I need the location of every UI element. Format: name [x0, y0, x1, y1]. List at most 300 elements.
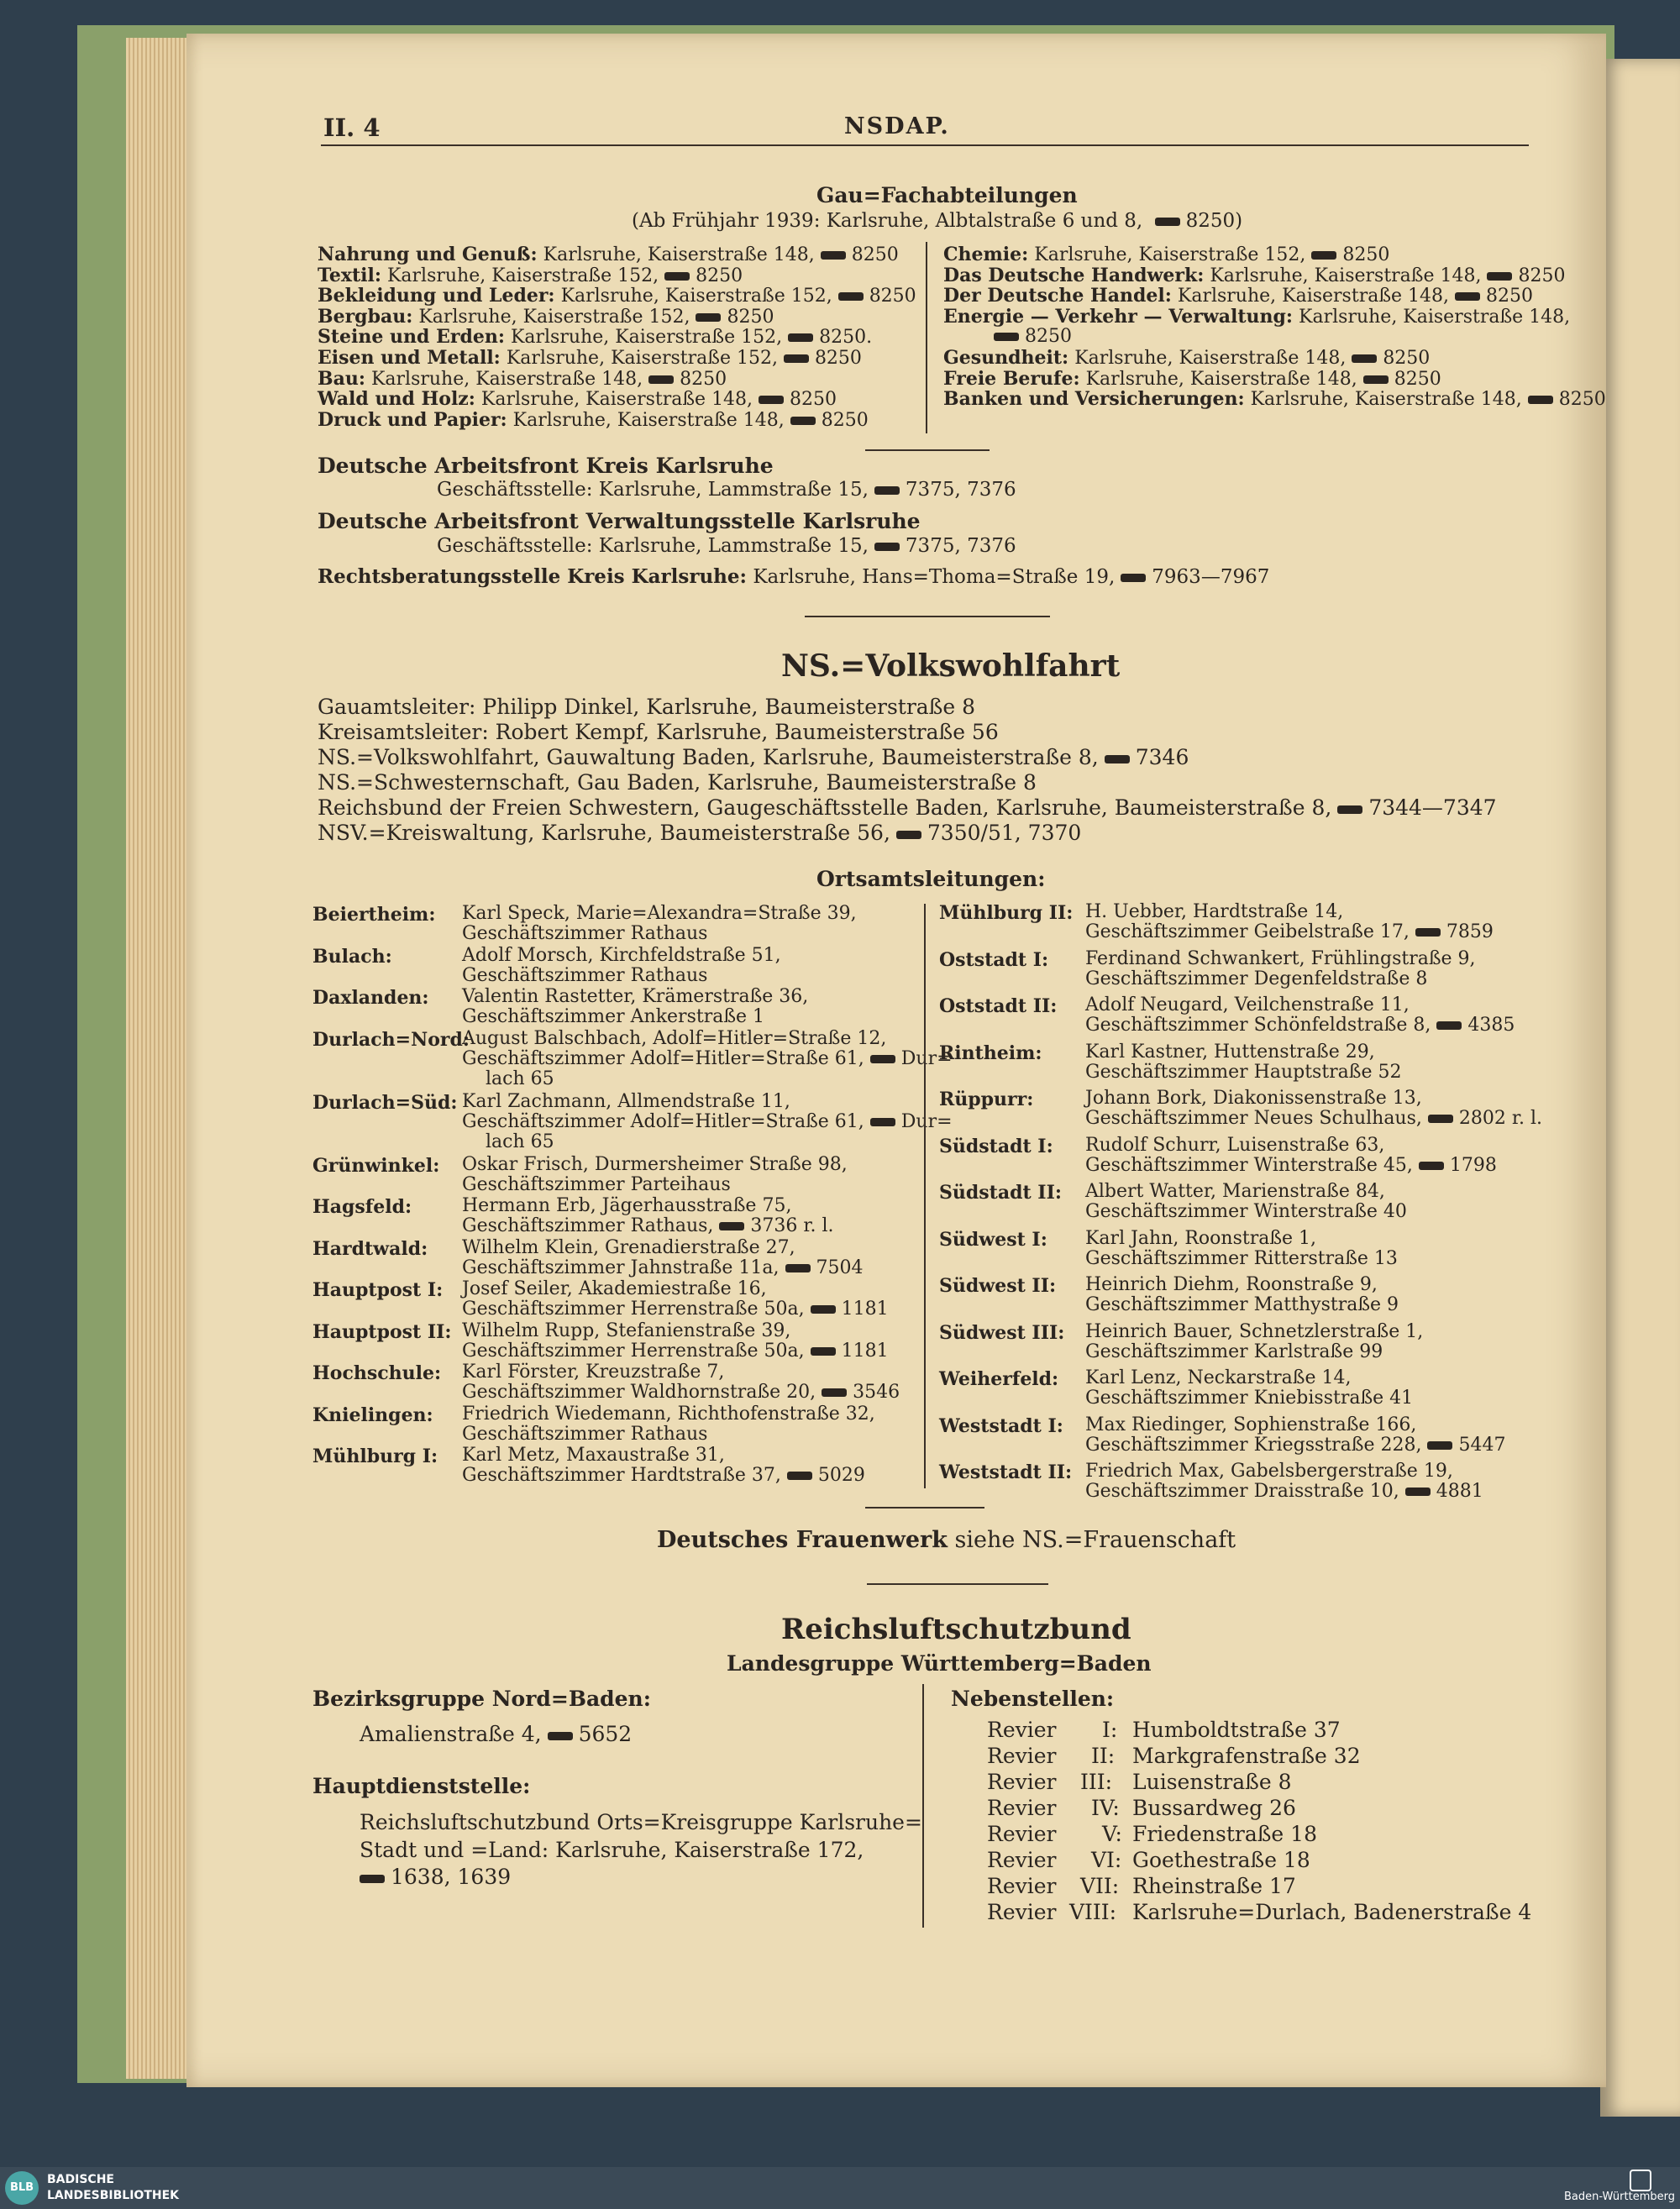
ortsamt-phone: 3546 [853, 1382, 900, 1403]
ortsamt-text: Geschäftszimmer Rathaus, [462, 1215, 714, 1236]
ortsamt-line [462, 1238, 795, 1258]
bezirksgruppe-label: Bezirksgruppe Nord=Baden: [312, 1687, 651, 1711]
ortsamt-text: Geschäftszimmer Winterstraße 40 [1085, 1201, 1407, 1222]
daf-kreis-heading: Deutsche Arbeitsfront Kreis Karlsruhe [318, 454, 774, 478]
phone-icon [1427, 1441, 1452, 1450]
ortsamt-text: Karl Kastner, Huttenstraße 29, [1085, 1041, 1375, 1063]
column-divider [924, 904, 926, 1488]
phone-icon [1352, 354, 1377, 363]
ortsamt-line [462, 1007, 764, 1027]
ortsamt-line [462, 1404, 875, 1425]
ortsamt-line [1085, 1182, 1385, 1202]
revier-label: Revier [987, 1744, 1057, 1768]
ortsamt-label: Rüppurr: [939, 1089, 1034, 1110]
phone-icon [788, 333, 813, 342]
ortsamt-text: Geschäftszimmer Matthystraße 9 [1085, 1294, 1399, 1315]
ortsamt-line [1085, 1482, 1483, 1502]
nsv-phone: 7346 [1135, 745, 1189, 769]
ortsamt-label: Rintheim: [939, 1042, 1042, 1064]
entry-text: Karlsruhe, Kaiserstraße 148, [512, 409, 785, 431]
page-edges [126, 38, 193, 2079]
revier-address: Bussardweg 26 [1132, 1796, 1296, 1820]
ortsamt-text: Hermann Erb, Jägerhausstraße 75, [462, 1195, 792, 1216]
ortsamt-line [1085, 1202, 1407, 1222]
revier-label: Revier [987, 1796, 1057, 1820]
entry-text: Karlsruhe, Kaiserstraße 152, [386, 265, 659, 286]
ortsamt-text: Geschäftszimmer Rathaus [462, 923, 708, 944]
nsv-line [318, 795, 1497, 820]
ortsamt-line [1085, 1229, 1316, 1249]
ortsamt-label: Beiertheim: [312, 904, 436, 926]
blb-logo: BLB [5, 2171, 39, 2205]
header-rule [321, 144, 1529, 146]
daf-verwaltung-line: Geschäftsstelle: Karlsruhe, Lammstraße 15, 7375, 7376 [437, 535, 1016, 557]
gau-entry [318, 265, 743, 285]
entry-phone: 8250 [680, 368, 727, 390]
ortsamt-text: Geschäftszimmer Kriegsstraße 228, [1085, 1434, 1422, 1456]
ortsamt-text: H. Uebber, Hardtstraße 14, [1085, 901, 1344, 922]
nsv-text: NSV.=Kreiswaltung, Karlsruhe, Baumeisterstraße 56, [318, 821, 890, 845]
ortsamt-line [462, 1383, 900, 1403]
revier-address: Friedenstraße 18 [1132, 1822, 1317, 1846]
ortsamt-text: lach 65 [486, 1068, 554, 1089]
entry-text: Karlsruhe, Kaiserstraße 148, [1085, 368, 1357, 390]
ortsamt-line [1085, 995, 1410, 1015]
ortsamt-label: Hochschule: [312, 1362, 442, 1384]
ortsamt-text: Geschäftszimmer Rathaus [462, 1423, 708, 1445]
ortsamt-text: Geschäftszimmer Herrenstraße 50a, [462, 1299, 805, 1320]
ortsamt-line [462, 924, 707, 944]
ortsamt-label: Durlach=Nord: [312, 1028, 470, 1051]
column-divider [922, 1684, 924, 1928]
phone-icon [870, 1055, 895, 1063]
ortsamt-line [462, 946, 781, 966]
phone-icon [787, 1472, 812, 1480]
nsv-text: NS.=Volkswohlfahrt, Gauwaltung Baden, Karlsruhe, Baumeisterstraße 8, [318, 745, 1099, 769]
nsv-line [318, 770, 1037, 795]
ortsamt-text: Friedrich Wiedemann, Richthofenstraße 32, [462, 1403, 875, 1425]
ortsamt-line [462, 1258, 864, 1278]
phone-icon [822, 1388, 847, 1397]
phone-icon [664, 272, 690, 281]
entry-phone: 8250 [790, 389, 837, 411]
revier-label: Revier [987, 1874, 1057, 1898]
nsv-phone: 7350/51, 7370 [927, 821, 1082, 845]
ortsamt-line [1085, 1089, 1422, 1109]
entry-label: Steine und Erden: [318, 326, 505, 349]
section-rule [867, 1583, 1048, 1585]
entry-label: Freie Berufe: [943, 367, 1080, 390]
entry-label: Gesundheit: [943, 347, 1069, 369]
ortsamt-line [486, 1069, 554, 1089]
ortsamt-label: Mühlburg I: [312, 1446, 438, 1467]
gau-entry [318, 368, 727, 388]
ortsamt-text: Geschäftszimmer Ankerstraße 1 [462, 1006, 765, 1027]
ortsamt-text: lach 65 [486, 1131, 554, 1152]
gau-entry [943, 265, 1565, 285]
ortsamt-line [462, 1029, 886, 1049]
running-title: NSDAP. [844, 113, 950, 139]
entry-text: Karlsruhe, Kaiserstraße 152, [418, 306, 690, 328]
gau-entry [943, 388, 1606, 411]
gau-entry [318, 347, 862, 367]
phone-icon [790, 417, 816, 425]
revier-number: VIII: [1069, 1900, 1117, 1924]
phone-icon [1405, 1488, 1431, 1496]
entry-text: Karlsruhe, Kaiserstraße 152, [506, 348, 778, 369]
section-rule [865, 449, 990, 451]
ortsamt-phone: Dur= [900, 1047, 953, 1069]
revier-number: VII: [1080, 1874, 1120, 1898]
ortsamt-label: Grünwinkel: [312, 1154, 440, 1177]
ortsamt-label: Knielingen: [312, 1404, 433, 1426]
gau-entry [318, 244, 899, 264]
entry-phone: 8250 [1383, 348, 1431, 369]
ortsamt-line [1085, 1063, 1402, 1083]
ortsamt-label: Südwest III: [939, 1321, 1065, 1344]
entry-label: Das Deutsche Handwerk: [943, 264, 1205, 286]
entry-label: Banken und Versicherungen: [943, 388, 1245, 411]
ortsamt-phone: 1798 [1449, 1154, 1497, 1176]
ortsamt-text: Geschäftszimmer Herrenstraße 50a, [462, 1340, 805, 1362]
ortsamt-text: Karl Lenz, Neckarstraße 14, [1085, 1367, 1352, 1388]
revier-label: Revier [987, 1822, 1057, 1846]
daf-verwaltung-heading: Deutsche Arbeitsfront Verwaltungsstelle Karlsruhe [318, 509, 921, 533]
revier-address: Rheinstraße 17 [1132, 1874, 1296, 1898]
ortsamt-label: Hauptpost II: [312, 1320, 452, 1343]
ortsamt-line [1085, 1015, 1515, 1036]
ortsamt-text: Geschäftszimmer Parteihaus [462, 1173, 731, 1195]
ortsamt-label: Weststadt I: [939, 1414, 1063, 1437]
ortsamt-text: August Balschbach, Adolf=Hitler=Straße 12, [462, 1027, 887, 1049]
ortsamt-line [1085, 949, 1476, 969]
ortsamt-text: Karl Metz, Maxaustraße 31, [462, 1445, 725, 1466]
ortsamt-phone: 1181 [841, 1299, 889, 1320]
column-divider [926, 242, 927, 433]
ortsamt-text: Heinrich Bauer, Schnetzlerstraße 1, [1085, 1320, 1424, 1342]
ortsamt-line [462, 987, 808, 1007]
phone-icon [1436, 1021, 1462, 1030]
ortsamt-line [1085, 1342, 1383, 1362]
nsv-line [318, 821, 1081, 845]
revier-address: Humboldtstraße 37 [1132, 1718, 1341, 1742]
ortsamt-line [1085, 1435, 1505, 1456]
entry-label: Bau: [318, 367, 365, 390]
ortsamt-label: Südstadt II: [939, 1182, 1062, 1204]
ortsamt-text: Geschäftszimmer Schönfeldstraße 8, [1085, 1015, 1431, 1036]
phone-icon [811, 1347, 836, 1356]
nsv-text: Reichsbund der Freien Schwestern, Gaugeschäftsstelle Baden, Karlsruhe, Baumeisterstraße 8, [318, 795, 1332, 820]
ortsamt-text: Geschäftszimmer Hardtstraße 37, [462, 1465, 781, 1486]
daf-kreis-line: Geschäftsstelle: Karlsruhe, Lammstraße 15, 7375, 7376 [437, 479, 1016, 501]
phone-icon [785, 1264, 811, 1272]
ortsamt-text: Geschäftszimmer Adolf=Hitler=Straße 61, [462, 1110, 864, 1132]
ortsamt-line [1085, 1109, 1542, 1129]
entry-phone: 8250 [1518, 265, 1566, 286]
entry-label: Nahrung und Genuß: [318, 244, 538, 265]
entry-label: Textil: [318, 264, 381, 286]
revier-address: Markgrafenstraße 32 [1132, 1744, 1361, 1768]
entry-text: Karlsruhe, Kaiserstraße 152, [510, 327, 783, 349]
ortsamt-label: Hardtwald: [312, 1237, 428, 1260]
phone-icon [821, 251, 846, 260]
phone-icon [1121, 574, 1146, 582]
ortsamt-line [1085, 1275, 1378, 1295]
ortsamt-label: Oststadt I: [939, 948, 1049, 971]
gau-entry [318, 285, 916, 305]
ortsamt-label: Hagsfeld: [312, 1196, 412, 1218]
ortsamt-text: Friedrich Max, Gabelsbergerstraße 19, [1085, 1461, 1453, 1482]
entry-text: Karlsruhe, Kaiserstraße 148, [370, 368, 643, 390]
ortsamt-text: Adolf Morsch, Kirchfeldstraße 51, [462, 944, 781, 966]
ortsamt-text: Adolf Neugard, Veilchenstraße 11, [1085, 994, 1410, 1015]
ortsamt-text: Rudolf Schurr, Luisenstraße 63, [1085, 1134, 1385, 1156]
entry-label: Eisen und Metall: [318, 347, 501, 369]
ortsamt-text: Geschäftszimmer Karlstraße 99 [1085, 1341, 1383, 1362]
nsv-title: NS.=Volkswohlfahrt [781, 648, 1121, 684]
ortsamt-line [1085, 969, 1427, 989]
nsv-line [318, 720, 999, 744]
ortsamt-line [462, 1049, 953, 1069]
nsv-text: NS.=Schwesternschaft, Gau Baden, Karlsruhe, Baumeisterstraße 8 [318, 770, 1037, 795]
phone-icon [719, 1222, 744, 1230]
nebenstellen-label: Nebenstellen: [951, 1687, 1115, 1711]
nsv-text: Gauamtsleiter: Philipp Dinkel, Karlsruhe, Baumeisterstraße 8 [318, 695, 976, 719]
ortsamt-line [462, 1112, 953, 1132]
phone-icon [874, 486, 900, 495]
ortsamt-phone: 3736 r. l. [750, 1215, 834, 1236]
hauptdienststelle-label: Hauptdienststelle: [312, 1774, 531, 1798]
ortsamt-line [462, 1341, 889, 1362]
revier-label: Revier [987, 1770, 1057, 1794]
revier-number: VI: [1091, 1848, 1122, 1872]
phone-icon [838, 292, 864, 301]
gau-entry [943, 285, 1533, 305]
gau-entry [318, 409, 869, 429]
ortsamt-phone: 1181 [841, 1340, 889, 1362]
phone-icon [1105, 755, 1130, 763]
entry-label: Chemie: [943, 244, 1029, 265]
bezirksgruppe-line: Amalienstraße 4, 5652 [360, 1722, 633, 1746]
ortsamt-text: Geschäftszimmer Adolf=Hitler=Straße 61, [462, 1047, 864, 1069]
entry-text: Karlsruhe, Kaiserstraße 148, [1299, 306, 1571, 328]
ortsamt-text: Wilhelm Rupp, Stefanienstraße 39, [462, 1320, 791, 1341]
gau-entry [318, 388, 837, 411]
ortsamt-phone: 5029 [817, 1465, 865, 1486]
gau-entry [318, 326, 873, 349]
phone-icon [1415, 928, 1441, 937]
ortsamt-line [462, 1196, 791, 1216]
ortsamt-label: Durlach=Süd: [312, 1091, 458, 1114]
entry-text: Karlsruhe, Kaiserstraße 148, [1250, 389, 1522, 411]
phone-icon [548, 1732, 573, 1740]
phone-icon [1311, 251, 1336, 260]
ortsamt-line [1085, 1156, 1497, 1176]
entry-text: Karlsruhe, Kaiserstraße 148, [1177, 286, 1450, 307]
gau-subheading: (Ab Frühjahr 1939: Karlsruhe, Albtalstraße 6 und 8, 8250) [632, 210, 1243, 232]
revier-label: Revier [987, 1900, 1057, 1924]
gau-heading: Gau=Fachabteilungen [816, 183, 1078, 207]
hauptdienststelle-line-2: Stadt und =Land: Karlsruhe, Kaiserstraße 172, [360, 1838, 864, 1862]
ortsamt-line [1085, 1388, 1413, 1409]
phone-icon [784, 354, 809, 363]
entry-phone: 8250 [814, 348, 862, 369]
ortsamt-label: Hauptpost I: [312, 1279, 444, 1301]
frauenwerk-line: Deutsches Frauenwerk siehe NS.=Frauenschaft [657, 1527, 1236, 1553]
phone-icon [1528, 396, 1553, 404]
entry-text: Karlsruhe, Kaiserstraße 148, [1074, 348, 1347, 369]
ortsamt-phone: 7859 [1446, 921, 1494, 942]
ortsamt-label: Südstadt I: [939, 1135, 1053, 1157]
entry-phone: 8250 [1342, 244, 1390, 265]
nsv-line [318, 695, 975, 719]
ortsamt-text: Geschäftszimmer Winterstraße 45, [1085, 1154, 1413, 1176]
ortsamt-text: Geschäftszimmer Geibelstraße 17, [1085, 921, 1410, 942]
ortsamt-line [462, 1155, 848, 1175]
ortsamt-line [1085, 922, 1494, 942]
ortsamt-line [462, 1299, 889, 1320]
revier-number: I: [1102, 1718, 1118, 1742]
ortsamt-line [1085, 1042, 1375, 1063]
ortsamt-line [462, 1425, 707, 1445]
entry-phone: 8250 [869, 286, 916, 307]
ortsamt-text: Geschäftszimmer Neues Schulhaus, [1085, 1108, 1422, 1129]
entry-phone: 8250 [696, 265, 743, 286]
gau-entry [943, 326, 1072, 346]
ortsamt-line [462, 1321, 790, 1341]
ortsamt-line [462, 1092, 790, 1112]
ortsamt-line [462, 1466, 865, 1486]
ortsamt-text: Johann Bork, Diakonissenstraße 13, [1085, 1088, 1422, 1109]
revier-label: Revier [987, 1848, 1057, 1872]
ortsamt-text: Geschäftszimmer Draisstraße 10, [1085, 1481, 1399, 1502]
phone-icon [870, 1118, 895, 1126]
ortsamt-text: Josef Seiler, Akademiestraße 16, [462, 1278, 767, 1299]
entry-label: Bekleidung und Leder: [318, 285, 555, 307]
gau-entry [943, 306, 1570, 326]
nsv-line [318, 745, 1189, 769]
ortsamt-phone: Dur= [900, 1110, 953, 1132]
hauptdienststelle-phone: 1638, 1639 [360, 1865, 511, 1889]
phone-icon [874, 543, 900, 551]
revier-number: III: [1080, 1770, 1113, 1794]
phone-icon [1487, 272, 1512, 281]
ortsamt-label: Weiherfeld: [939, 1368, 1059, 1390]
hauptdienststelle-line-1: Reichsluftschutzbund Orts=Kreisgruppe Karlsruhe= [360, 1810, 922, 1834]
ortsamt-text: Heinrich Diehm, Roonstraße 9, [1085, 1274, 1378, 1295]
rlb-title: Reichsluftschutzbund [781, 1613, 1131, 1646]
ortsamt-label: Oststadt II: [939, 995, 1058, 1017]
rechtsberatung-line: Rechtsberatungsstelle Kreis Karlsruhe: Karlsruhe, Hans=Thoma=Straße 19, 7963—7967 [318, 565, 1270, 588]
ortsamt-line [1085, 1368, 1352, 1388]
phone-icon [360, 1875, 385, 1883]
phone-icon [1155, 218, 1180, 226]
revier-address: Goethestraße 18 [1132, 1848, 1310, 1872]
entry-phone: 8250 [1394, 368, 1441, 390]
ortsamt-line [462, 1216, 834, 1236]
entry-text: Karlsruhe, Kaiserstraße 148, [543, 244, 815, 265]
ortsamt-line [462, 904, 857, 924]
phone-icon [811, 1305, 836, 1314]
ortsamt-label: Mühlburg II: [939, 902, 1074, 924]
ortsamt-line [462, 1362, 724, 1383]
section-rule [865, 1507, 984, 1509]
entry-phone: 8250 [1025, 326, 1072, 348]
ortsamt-text: Geschäftszimmer Kniebisstraße 41 [1085, 1388, 1414, 1409]
ortsamt-text: Valentin Rastetter, Krämerstraße 36, [462, 986, 809, 1007]
phone-icon [1419, 1162, 1444, 1170]
ortsamt-text: Geschäftszimmer Ritterstraße 13 [1085, 1247, 1398, 1269]
entry-label: Der Deutsche Handel: [943, 285, 1172, 307]
phone-icon [696, 313, 721, 322]
phone-icon [896, 831, 921, 839]
ortsamt-line [1085, 1322, 1423, 1342]
ortsamt-label: Südwest II: [939, 1275, 1057, 1297]
ortsamt-line [486, 1132, 554, 1152]
ortsamt-text: Karl Zachmann, Allmendstraße 11, [462, 1090, 790, 1112]
gau-entry [943, 244, 1389, 264]
entry-text: Karlsruhe, Kaiserstraße 148, [480, 389, 753, 411]
entry-phone: 8250 [821, 409, 869, 431]
rlb-subtitle: Landesgruppe Württemberg=Baden [727, 1651, 1152, 1676]
ortsamt-line [1085, 1136, 1384, 1156]
footer-line-1: BADISCHE [47, 2173, 114, 2186]
footer-line-2: LANDESBIBLIOTHEK [47, 2189, 180, 2202]
entry-label: Druck und Papier: [318, 408, 507, 431]
ortsamt-text: Geschäftszimmer Jahnstraße 11a, [462, 1257, 780, 1278]
entry-text: Karlsruhe, Kaiserstraße 152, [1034, 244, 1306, 265]
revier-number: IV: [1091, 1796, 1120, 1820]
library-footer-bar [0, 2167, 1680, 2209]
ortsamt-line [462, 1446, 725, 1466]
ortsamt-phone: 7504 [816, 1257, 864, 1278]
phone-icon [1337, 805, 1362, 814]
entry-text: Karlsruhe, Kaiserstraße 152, [560, 286, 832, 307]
ortsamt-line [462, 1279, 767, 1299]
ortsamt-line [462, 1175, 731, 1195]
gau-entry [943, 368, 1441, 388]
section-rule [805, 616, 1050, 617]
ortsamt-label: Bulach: [312, 945, 392, 968]
ortsamt-text: Geschäftszimmer Degenfeldstraße 8 [1085, 968, 1428, 989]
phone-icon [1455, 292, 1480, 301]
entry-phone: 8250. [819, 327, 873, 349]
ortsamt-text: Max Riedinger, Sophienstraße 166, [1085, 1414, 1417, 1435]
revier-number: V: [1102, 1822, 1122, 1846]
footer-right-text: Baden-Württemberg [1564, 2191, 1675, 2203]
ortsamt-line [1085, 902, 1343, 922]
ortsamt-line [1085, 1295, 1399, 1315]
ortsamt-text: Ferdinand Schwankert, Frühlingstraße 9, [1085, 947, 1476, 969]
ortsamt-heading: Ortsamtsleitungen: [816, 867, 1046, 891]
ortsamt-label: Weststadt II: [939, 1461, 1073, 1483]
ortsamt-text: Oskar Frisch, Durmersheimer Straße 98, [462, 1153, 848, 1175]
phone-icon [1428, 1115, 1453, 1123]
page-reference: II. 4 [323, 113, 381, 142]
gau-entry [943, 347, 1430, 367]
phone-icon [759, 396, 784, 404]
entry-label: Energie — Verkehr — Verwaltung: [943, 305, 1294, 328]
ortsamt-line [1085, 1415, 1416, 1435]
ortsamt-text: Karl Speck, Marie=Alexandra=Straße 39, [462, 903, 857, 924]
ortsamt-text: Geschäftszimmer Waldhornstraße 20, [462, 1382, 816, 1403]
entry-label: Bergbau: [318, 305, 413, 328]
ortsamt-phone: 2802 r. l. [1458, 1108, 1542, 1129]
ortsamt-label: Daxlanden: [312, 987, 429, 1009]
ortsamt-label: Südwest I: [939, 1228, 1047, 1251]
revier-number: II: [1091, 1744, 1116, 1768]
entry-phone: 8250 [851, 244, 899, 265]
